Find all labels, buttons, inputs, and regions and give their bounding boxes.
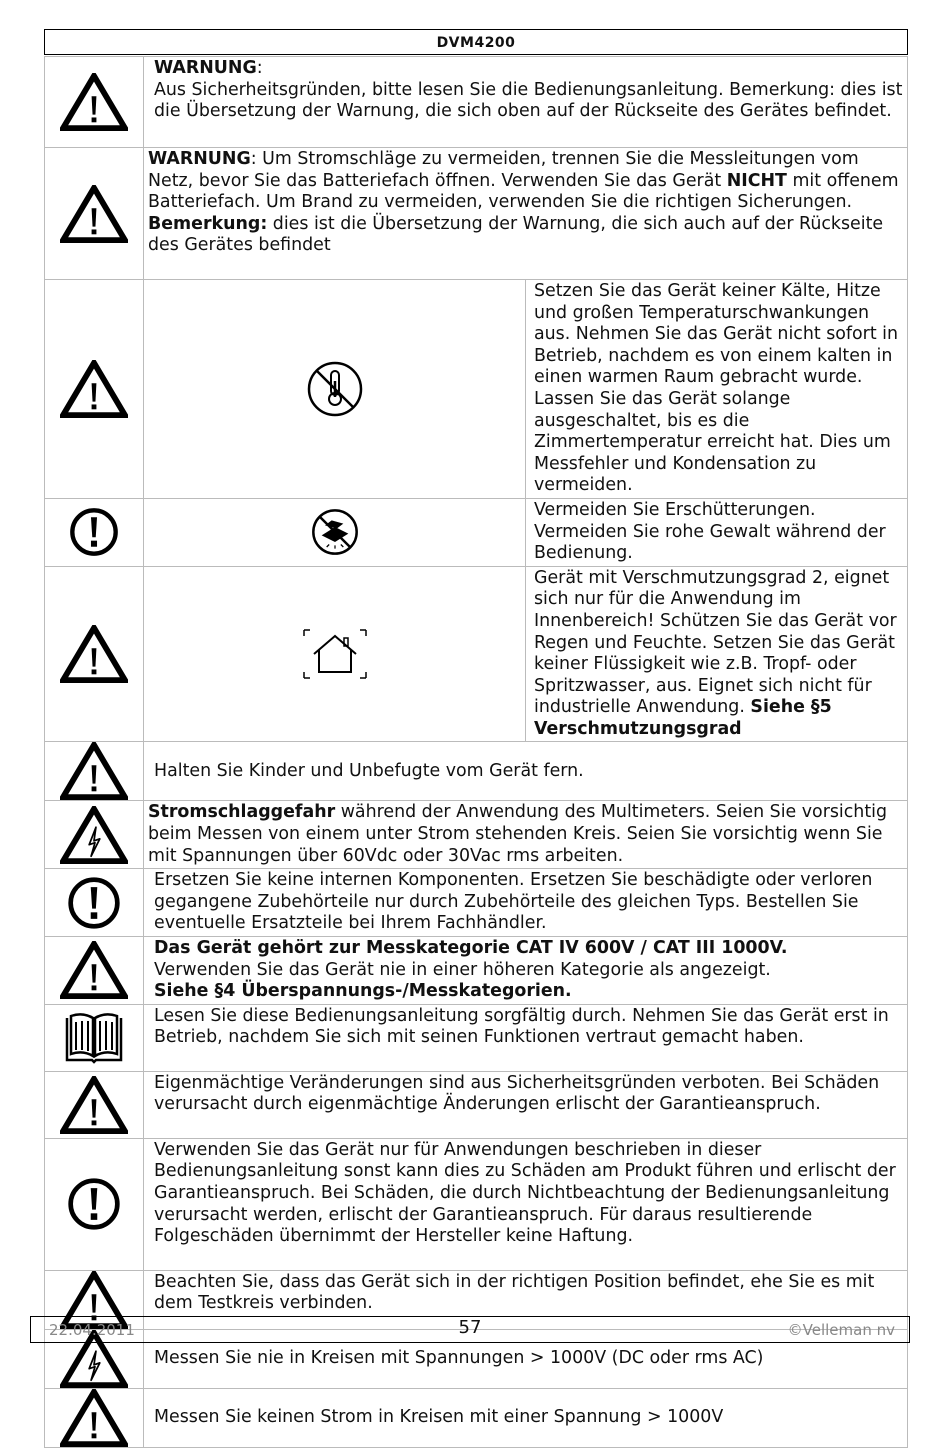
row-text: Gerät mit Verschmutzungsgrad 2, eignet sich nur für die Anwendung im Innenbereich! Schützen Sie das Gerät vor Regen und Feuchte. Setzen Sie das Gerät keiner Flüssigkeit wie z.B. Tropf- oder Spritzwasser, aus. Eignet sich nicht für industrielle Anwendung.	[534, 567, 897, 718]
footer-date: 22.04.2011	[49, 1321, 135, 1339]
no-shocks-icon	[144, 498, 526, 566]
table-row	[45, 1071, 908, 1138]
indoor-use-house-icon	[144, 566, 526, 742]
row-text: während der Anwendung des Multimeters. Seien Sie vorsichtig beim Messen von einem unter Strom stehenden Kreis. Seien Sie vorsichtig wenn Sie mit Spannungen über 60Vdc oder 30Vac rms arbeiten.	[148, 802, 888, 866]
table-row	[45, 801, 908, 869]
table-row	[45, 1138, 908, 1270]
warning-triangle-icon	[45, 1388, 144, 1447]
safety-instructions-table	[44, 56, 908, 1448]
warning-triangle-icon	[45, 1071, 144, 1138]
table-row	[45, 1388, 908, 1447]
caution-circle-icon	[45, 498, 144, 566]
row-text: Verwenden Sie das Gerät nie in einer höheren Kategorie als angezeigt.	[154, 959, 771, 980]
warning-triangle-icon	[45, 57, 144, 148]
table-row	[45, 1004, 908, 1071]
table-row	[45, 57, 908, 148]
table-row	[45, 937, 908, 1005]
table-row	[45, 498, 908, 566]
shock-hazard-label: Stromschlaggefahr	[148, 802, 336, 823]
document-header	[44, 29, 908, 55]
table-row	[45, 869, 908, 937]
warning-label: WARNUNG	[148, 149, 251, 169]
warning-triangle-icon	[45, 742, 144, 801]
manual-book-icon	[45, 1004, 144, 1071]
caution-circle-icon	[45, 1138, 144, 1270]
warning-triangle-icon	[45, 937, 144, 1005]
reference-link-text: Siehe §5 Verschmutzungsgrad	[534, 697, 832, 739]
page-number: 57	[458, 1317, 482, 1338]
row-text: Aus Sicherheitsgründen, bitte lesen Sie die Bedienungsanleitung. Bemerkung: dies ist die Übersetzung der Warnung, die sich oben auf der Rückseite des Gerätes befindet.	[154, 79, 903, 122]
emphasis: NICHT	[726, 170, 787, 191]
row-text: mit offenem Batteriefach. Um Brand zu vermeiden, verwenden Sie die richtigen Sicherungen.	[148, 170, 899, 213]
row-text: dies ist die Übersetzung der Warnung, die sich auch auf der Rückseite des Gerätes befindet	[148, 213, 884, 256]
row-text: Verwenden Sie das Gerät nur für Anwendungen beschrieben in dieser Bedienungsanleitung sonst kann dies zu Schäden am Produkt führen und erlischt der Garantieanspruch. Bei Schäden, die durch Nichtbeachtung der Bedienungsanleitung verursacht werden, erlischt der Garantieanspruch. Für daraus resultierende Folgeschäden übernimmt der Hersteller keine Haftung.	[154, 1139, 896, 1247]
row-text: Messen Sie keinen Strom in Kreisen mit einer Spannung > 1000V	[154, 1407, 724, 1428]
row-text: Messen Sie nie in Kreisen mit Spannungen > 1000V (DC oder rms AC)	[154, 1348, 764, 1369]
reference-link-text: Siehe §4 Überspannungs-/Messkategorien.	[154, 981, 572, 1002]
row-text: Ersetzen Sie keine internen Komponenten. Ersetzen Sie beschädigte oder verloren gegangene Zubehörteile nur durch Zubehörteile des gleichen Typs. Bestellen Sie eventuelle Ersatzteile bei Ihrem Fachhändler.	[154, 870, 873, 934]
warning-triangle-icon	[45, 148, 144, 280]
document-footer	[30, 1316, 910, 1343]
table-row	[45, 148, 908, 280]
row-text: Halten Sie Kinder und Unbefugte vom Gerät fern.	[154, 760, 584, 781]
table-row	[45, 742, 908, 801]
row-text: : Um Stromschläge zu vermeiden, trennen Sie die Messleitungen vom Netz, bevor Sie das Batteriefach öffnen. Verwenden Sie das Gerät	[148, 149, 859, 191]
warning-triangle-icon	[45, 280, 144, 499]
row-text: Vermeiden Sie Erschütterungen. Vermeiden Sie rohe Gewalt während der Bedienung.	[534, 499, 886, 564]
warning-label: WARNUNG	[154, 58, 257, 78]
colon: :	[256, 58, 263, 78]
row-text: Beachten Sie, dass das Gerät sich in der richtigen Position befindet, ehe Sie es mit dem Testkreis verbinden.	[154, 1271, 875, 1314]
table-row	[45, 280, 908, 499]
high-voltage-triangle-icon	[45, 801, 144, 869]
row-text: Eigenmächtige Veränderungen sind aus Sicherheitsgründen verboten. Bei Schäden verursacht durch eigenmächtige Änderungen erlischt der Garantieanspruch.	[154, 1072, 880, 1115]
model-title: DVM4200	[436, 35, 516, 51]
row-text: Setzen Sie das Gerät keiner Kälte, Hitze und großen Temperaturschwankungen aus. Nehmen Sie das Gerät nicht sofort in Betrieb, nachdem es von einem kalten in einen warmen Raum gebracht wurde. Lassen Sie das Gerät solange ausgeschaltet, bis es die Zimmertemperatur erreicht hat. Dies um Messfehler und Kondensation zu vermeiden.	[534, 281, 899, 496]
no-temperature-extremes-icon	[144, 280, 526, 499]
footer-copyright: ©Velleman nv	[787, 1321, 895, 1339]
row-text: Lesen Sie diese Bedienungsanleitung sorgfältig durch. Nehmen Sie das Gerät erst in Betrieb, nachdem Sie sich mit seinen Funktionen vertraut gemacht haben.	[154, 1005, 889, 1048]
category-statement: Das Gerät gehört zur Messkategorie CAT IV 600V / CAT III 1000V.	[154, 938, 788, 959]
caution-circle-icon	[45, 869, 144, 937]
table-row	[45, 566, 908, 742]
note-label: Bemerkung:	[148, 213, 268, 234]
warning-triangle-icon	[45, 566, 144, 742]
